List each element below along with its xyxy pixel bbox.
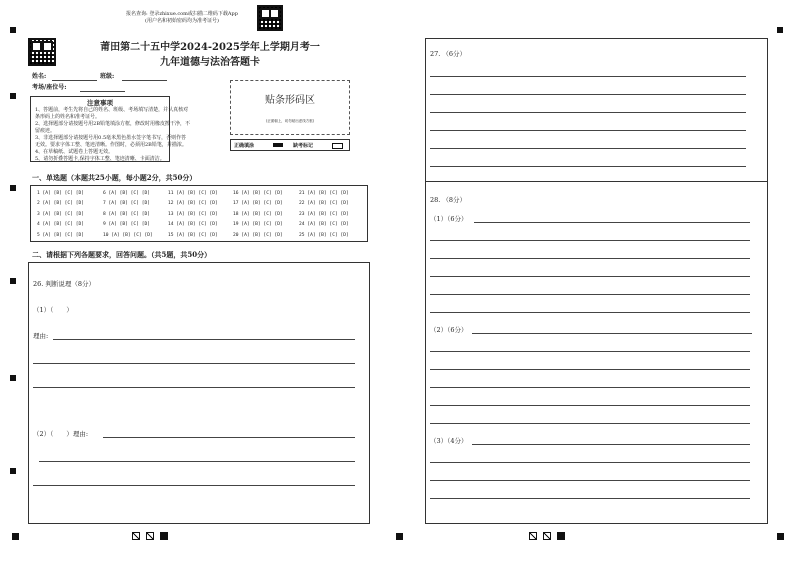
school-title: 莆田第二十五中学2024-2025学年上学期月考一 <box>100 42 320 53</box>
missing-mark-label: 缺考标记 <box>293 143 314 149</box>
answer-line[interactable] <box>474 222 750 223</box>
answer-line[interactable] <box>430 498 750 499</box>
choice-row[interactable]: 18 [A] [B] [C] [D] <box>233 211 283 217</box>
timing-mark <box>10 375 16 381</box>
answer-line[interactable] <box>430 94 746 95</box>
q26-title: 26. 判断说理（8分） <box>33 280 96 288</box>
page-mark <box>557 532 565 540</box>
answer-line[interactable] <box>103 437 355 438</box>
q28-title: 28. （8分） <box>430 196 467 204</box>
room-label: 考场/座位号: <box>32 84 67 91</box>
answer-line[interactable] <box>430 480 750 481</box>
choice-row[interactable]: 7 [A] [B] [C] [D] <box>103 201 151 207</box>
q27-answer-box <box>425 38 768 181</box>
timing-mark <box>777 533 784 540</box>
correct-fill-label: 正确填涂 <box>234 143 255 149</box>
answer-line[interactable] <box>430 112 746 113</box>
answer-line[interactable] <box>430 276 750 277</box>
choice-row[interactable]: 20 [A] [B] [C] [D] <box>233 232 283 238</box>
choice-row[interactable]: 16 [A] [B] [C] [D] <box>233 191 283 196</box>
answer-line[interactable] <box>430 294 750 295</box>
answer-line[interactable] <box>430 166 746 167</box>
answer-line[interactable] <box>430 423 750 424</box>
header-note-line1: 报名查询: 登录zhixue.com或扫描二维码下载App <box>126 11 238 17</box>
choice-row[interactable]: 11 [A] [B] [C] [D] <box>168 191 218 196</box>
timing-mark <box>10 27 16 33</box>
q26-part1: （1）（ ） <box>33 306 73 314</box>
timing-mark <box>10 93 16 99</box>
name-field[interactable] <box>52 80 97 81</box>
notice-item: 条形码上的姓名和准考证号。 <box>35 114 101 120</box>
answer-line[interactable] <box>430 130 746 131</box>
notice-item: 留痕迹。 <box>35 128 56 134</box>
notice-item: 1、答题前，考生先将自己的姓名、班级、考场填写清楚，并认真核对 <box>35 107 189 113</box>
q27-title: 27. （6分） <box>430 50 467 58</box>
choice-row[interactable]: 1 [A] [B] [C] [D] <box>37 191 85 196</box>
choice-row[interactable]: 15 [A] [B] [C] [D] <box>168 232 218 238</box>
answer-line[interactable] <box>430 351 750 352</box>
answer-line[interactable] <box>53 339 355 340</box>
page-mark <box>160 532 168 540</box>
choice-row[interactable]: 23 [A] [B] [C] [D] <box>299 211 349 217</box>
q26-part2: （2）（ ）理由: <box>33 430 89 438</box>
choice-row[interactable]: 10 [A] [B] [C] [D] <box>103 232 153 238</box>
choice-row[interactable]: 8 [A] [B] [C] [D] <box>103 211 151 217</box>
answer-line[interactable] <box>430 240 750 241</box>
header-note-line2: (用户名和初始密码均为准考证号) <box>145 18 219 24</box>
answer-line[interactable] <box>430 76 746 77</box>
choice-row[interactable]: 3 [A] [B] [C] [D] <box>37 211 85 217</box>
q28-part1: （1）（6分） <box>430 215 468 223</box>
choice-row[interactable]: 24 [A] [B] [C] [D] <box>299 222 349 228</box>
fill-sample-box <box>230 139 350 151</box>
page-mark <box>132 532 140 540</box>
correct-fill-sample <box>273 143 283 147</box>
notice-item: 无效。要求字体工整、笔迹清晰。作图时，必须用2B铅笔，并描浓。 <box>35 142 187 148</box>
answer-line[interactable] <box>33 363 355 364</box>
timing-mark <box>10 278 16 284</box>
choice-row[interactable]: 2 [A] [B] [C] [D] <box>37 201 85 207</box>
timing-mark <box>12 533 19 540</box>
timing-mark <box>777 27 783 33</box>
choice-row[interactable]: 19 [A] [B] [C] [D] <box>233 222 283 228</box>
q26-answer-box <box>28 262 370 524</box>
choice-row[interactable]: 12 [A] [B] [C] [D] <box>168 201 218 207</box>
app-qr-code <box>257 5 283 31</box>
q28-part2: （2）（6分） <box>430 326 468 334</box>
barcode-title: 贴条形码区 <box>265 95 315 106</box>
choice-row[interactable]: 17 [A] [B] [C] [D] <box>233 201 283 207</box>
timing-mark <box>10 185 16 191</box>
answer-line[interactable] <box>430 462 750 463</box>
choice-row[interactable]: 22 [A] [B] [C] [D] <box>299 201 349 207</box>
answer-line[interactable] <box>39 461 355 462</box>
student-qr-code <box>28 38 56 66</box>
missing-mark-box[interactable] <box>332 143 343 149</box>
page-mark <box>543 532 551 540</box>
answer-line[interactable] <box>430 258 750 259</box>
barcode-area <box>230 80 350 135</box>
page-mark <box>146 532 154 540</box>
answer-line[interactable] <box>430 405 750 406</box>
barcode-hint: (正面朝上，切勿贴出虚线方框) <box>265 119 315 123</box>
choice-column <box>233 189 283 241</box>
page-mark <box>529 532 537 540</box>
choice-row[interactable]: 4 [A] [B] [C] [D] <box>37 222 85 228</box>
section1-title: 一、单选题（本题共25小题，每小题2分，共50分） <box>32 173 197 182</box>
answer-line[interactable] <box>430 148 746 149</box>
choice-column <box>37 189 84 241</box>
class-label: 班级: <box>100 73 115 80</box>
answer-line[interactable] <box>33 485 355 486</box>
answer-line[interactable] <box>430 387 750 388</box>
subject-title: 九年道德与法治答题卡 <box>160 57 260 68</box>
answer-line[interactable] <box>472 444 750 445</box>
choice-row[interactable]: 21 [A] [B] [C] [D] <box>299 191 349 196</box>
timing-mark <box>396 533 403 540</box>
class-field[interactable] <box>122 80 167 81</box>
choice-column <box>168 189 218 241</box>
choice-row[interactable]: 13 [A] [B] [C] [D] <box>168 211 218 217</box>
answer-line[interactable] <box>430 369 750 370</box>
choice-grid <box>30 185 368 242</box>
choice-row[interactable]: 9 [A] [B] [C] [D] <box>103 222 151 228</box>
timing-mark <box>10 468 16 474</box>
notice-item: 2、选择题部分请按题号用2B铅笔填涂方框，修改时用橡皮擦干净，不 <box>35 121 191 127</box>
notice-item: 3、非选择题部分请按题号用0.5毫米黑色墨水签字笔书写，否则作答 <box>35 135 187 141</box>
header-note <box>112 11 252 25</box>
section2-title: 二、请根据下列各题要求，回答问题。（共5题，共50分） <box>32 250 212 259</box>
choice-row[interactable]: 5 [A] [B] [C] [D] <box>37 232 85 238</box>
choice-row[interactable]: 25 [A] [B] [C] [D] <box>299 232 349 238</box>
name-label: 姓名: <box>32 73 47 80</box>
q26-reason-label: 理由: <box>33 332 49 340</box>
answer-line[interactable] <box>472 333 752 334</box>
answer-line[interactable] <box>430 312 750 313</box>
notice-item: 5、请勿折叠答题卡,保持字体工整、笔迹清晰、卡面清洁。 <box>35 156 165 162</box>
choice-row[interactable]: 14 [A] [B] [C] [D] <box>168 222 218 228</box>
choice-column <box>103 189 153 241</box>
notice-box <box>30 96 191 162</box>
notice-title: 注意事项 <box>87 99 113 107</box>
q28-part3: （3）（4分） <box>430 437 468 445</box>
notice-item: 4、在草稿纸、试题卷上答题无效。 <box>35 149 114 155</box>
answer-line[interactable] <box>33 387 355 388</box>
choice-row[interactable]: 6 [A] [B] [C] [D] <box>103 191 151 196</box>
choice-column <box>299 189 349 241</box>
q28-answer-box <box>425 181 768 524</box>
room-field[interactable] <box>80 91 125 92</box>
